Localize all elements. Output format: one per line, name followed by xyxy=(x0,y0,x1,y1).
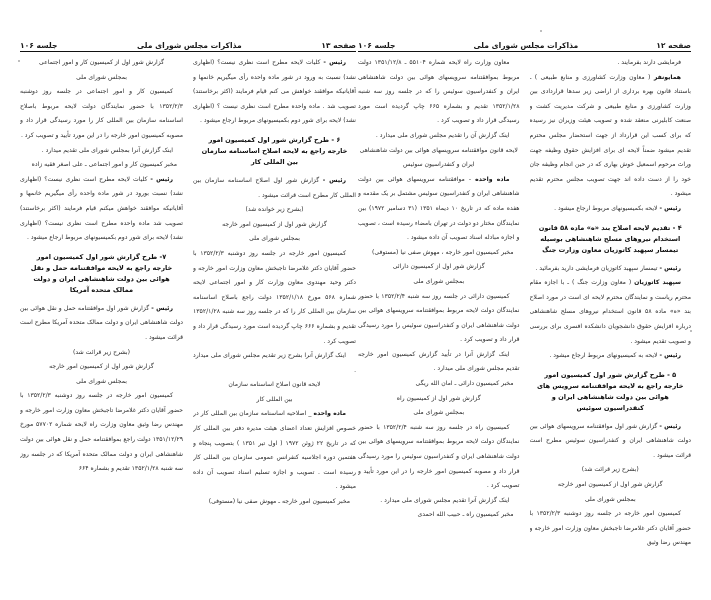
centered-line: (بشرح زیر قرائت شد) xyxy=(73,348,130,356)
speech-text: گزارش شور اول موافقتنامه حمل و نقل هوائی بین دولت شاهنشاهی ایران و دولت ممالک متحده آمریکا مطرح است قرائت میشود . xyxy=(20,304,183,341)
centered-line: بمجلس شورای ملی xyxy=(76,73,127,81)
rapporteur-signature: مخبر کمیسیون امور خارجه ، مهوش صفی نیا (مستوفی) xyxy=(372,248,514,256)
speaker-name: رئیس - xyxy=(659,264,681,272)
header-title: مذاکرات مجلس شورای ملی xyxy=(137,41,242,50)
scan-speck xyxy=(690,330,692,332)
body-paragraph: اینک گزارش آن را تقدیم مجلس شورای ملی میدارد . xyxy=(375,131,510,139)
speech-text: گزارش شور اول موافقتنامه سرویسهای هوائی بین دولت شاهنشاهی ایران و کنفدراسیون سوئیس مطرح است قرائت میشود . xyxy=(529,422,691,459)
speaker-name: سپهبد کاتوزیان xyxy=(634,279,682,287)
speech-paragraph xyxy=(530,71,692,202)
speech-text: تیمسار سپهبد کاتوزیان فرمایشی دارید بفرمائید . xyxy=(535,264,658,272)
rapporteur-signature: مخبر کمیسیون دارائی ـ امان الله ریگی xyxy=(415,380,514,388)
speaker-name: رئیس - xyxy=(322,176,346,184)
header-session: جلسه ۱۰۶ xyxy=(358,41,396,50)
centered-line: گزارش شور اول از کمیسیون راه xyxy=(396,394,481,402)
centered-line: لایحه قانون اصلاح اساسنامه سازمان xyxy=(228,381,321,389)
centered-line: بین المللی کار xyxy=(256,395,293,403)
speech-paragraph xyxy=(20,173,183,246)
body-paragraph: کمیسیون کار و امور اجتماعی در جلسه روز دوشنبه ۱۳۵۲/۲/۳ با حضور نمایندگان دولت لایحه مربوط باصلاح اساسنامه سازمان بین المللی کار را مورد رسیدگی قرار داد و مصوبه کمیسیون امور خارجه را در این مورد تأیید و تصویب کرد . xyxy=(20,88,183,139)
section-heading: ۷- طرح گزارش شور اول کمیسیون امور خارجه راجع به لایحه موافقتنامه حمل و نقل هوائی بین دولت شاهنشاهی ایران و دولت ممالک متحده آمریکا xyxy=(30,252,173,294)
speech-paragraph xyxy=(530,262,692,277)
header-page-number: صفحه ۱۳ xyxy=(321,41,356,50)
body-paragraph: فرمایشی دارند بفرمایند . xyxy=(617,59,681,66)
body-paragraph: کمیسیون راه در جلسه روز سه شنبه ۱۳۵۲/۲/۴ با حضور نمایندگان دولت لایحه مربوط بموافقتنامه سرویسهای هوائی بین دولت شاهنشاهی ایران و کنفدراسیون سوئیس را مورد رسیدگی قرار داد و مصوبه کمیسیون امور خارجه را در این مورد تأیید و تصویب کرد . xyxy=(358,423,520,490)
left-page-column-left xyxy=(20,56,183,600)
centered-line: گزارش شور اول از کمیسیون دارائی xyxy=(392,263,485,271)
speech-text: لایحه به کمیسیونهای مربوط ارجاع میشود . xyxy=(549,352,658,360)
body-paragraph: اینک گزارش آنرا در تأیید گزارش کمیسیون امور خارجه تقدیم مجلس شورای ملی میدارد . xyxy=(358,350,520,373)
header-page-number: صفحه ۱۲ xyxy=(656,41,691,50)
speech-text: ( معاون وزارت کشاورزی و منابع طبیعی ) ـ باستناد قانون بهره برداری از اراضی زیر سدها قراردادی بین وزارت کشاورزی و منابع طبیعی و شرکت مدیریت کشت و صنعت کابلیرنی منعقد شده و تصویب هیئت وزیران نیز رسیده که برای کسب این قرارداد از جهت استحضار مجلس محترم تقدیم میشود ضمناً لایحه ای برای افزایش حقوق وظیفه جهت وراث مرحوم اسمعیل خوش بهاری که در حین انجام وظیفه جان خود را از دست داده اند جهت تصویب مجلس محترم تقدیم میشود . xyxy=(529,73,691,198)
speech-text: - موافقتنامه سرویسهای هوائی بین دولت شاهنشاهی ایران و کنفدراسیون سوئیس مشتمل بر یک مقدمه و هفده ماده که در تاریخ ۱۰ دیماه ۱۳۵۱ (۳۱ دسامبر ۱۹۷۲) بین نمایندگان مختار دو دولت در تهران بامضاء رسیده است ، تصویب و اجازه مبادله اسناد تصویب آن داده میشود . xyxy=(358,175,520,242)
speech-paragraph xyxy=(193,174,356,203)
body-paragraph: کمیسیون امور خارجه در جلسه روز دوشنبه ۱۳۵۲/۲/۳ با حضور آقایان دکتر غلامرضا تاجبخش معاون وزارت امور خارجه و دکتر وحید مهندوی معاون وزارت کار و امور اجتماعی لایحه شماره ۵۶۸ مورخ ۱۳۵۲/۱/۱۸ دولت راجع باصلاح اساسنامه سازمان بین المللی کار را که در جلسه روز سه شنبه ۱۳۵۲/۱/۲۸ تقدیم و بشماره ۶۶۶ چاپ گردیده است مورد رسیدگی قرار داد و تصویب کرد . xyxy=(193,249,356,345)
centered-line: بمجلس شورای ملی xyxy=(413,409,465,417)
speech-text: گزارش شور اول اصلاح اساسنامه سازمان بین المللی کار مطرح است قرائت میشود . xyxy=(193,176,356,199)
body-paragraph: معاون وزارت راه لایحه شماره ۵۵۱۰۴ ـ ۱۳۵۱/۱۲/۸ دولت مربوط بموافقتنامه سرویسهای هوائی بین دولت شاهنشاهی ایران و کنفدراسیون سوئیس را که در جلسه روز سه شنبه ۱۳۵۲/۱/۲۸ تقدیم و بشماره ۶۶۵ چاپ گردیده است مورد رسیدگی قرار داد و تصویب کرد . xyxy=(358,59,520,125)
speaker-name: رئیس - xyxy=(151,304,173,312)
right-page-column-right xyxy=(530,56,692,600)
speaker-name: ماده واحده xyxy=(313,410,346,418)
speaker-name: ماده واحده xyxy=(475,175,510,183)
header-session: جلسه ۱۰۶ xyxy=(20,41,58,50)
speaker-name: رئیس - xyxy=(659,352,681,360)
centered-line: بمجلس شورای ملی xyxy=(413,277,465,285)
speaker-name: همایونفر xyxy=(653,73,682,81)
centered-line: لایحه قانون موافقتنامه سرویسهای هوائی بین دولت شاهنشاهی ایران و کنفدراسیون سوئیس xyxy=(359,146,518,169)
speech-paragraph xyxy=(530,276,692,349)
body-paragraph: کمیسیون امور خارجه در جلسه روز دوشنبه ۱۳۵۲/۲/۳ با حضور آقایان دکتر غلامرضا تاجبخش معاون وزارت امور خارجه و مهندس رضا وثیق معاون وزارت راه لایحه شماره ۵۷۷۰۲ مورخ ۱۳۵۱/۱۲/۲۹ دولت راجع بموافقتنامه حمل و نقل هوائی بین دولت شاهنشاهی ایران و دولت ممالک متحده آمریکا که در جلسه روز سه شنبه ۱۳۵۲/۱/۲۸ تقدیم و بشماره ۶۶۴ xyxy=(20,392,183,473)
speech-text: کلیات لایحه مطرح است نظری نیست؟ (اظهاری نشد) نسبت بورود در شور ماده واحده رأی میگیریم خانمها و آقایانیکه موافقند خواهش میکنم قیام فرمایند (اکثر برخاستند) تصویب شد ماده واحده مطرح است نظری نیست؟ (اظهاری نشد) لایحه برای شور دوم بکمیسیونهای مربوط ارجاع میشود . xyxy=(20,175,183,242)
speaker-name: رئیس - xyxy=(659,204,681,212)
body-paragraph: اینک گزارش آنرا تقدیم مجلس شورای ملی میدارد . xyxy=(380,496,510,504)
rapporteur-signature: مخبر کمیسیون کار و امور اجتماعی ـ علی اصغر فقیه زاده xyxy=(31,161,177,169)
section-heading: ۴ - تقدیم لایحه اصلاح بند «ه» ماده ۵۸ قانون استخدام نیروهای مسلح شاهنشاهی بوسیله تیمسار سپهبد کاتوزیان معاون وزارت جنگ xyxy=(538,223,682,254)
speech-paragraph xyxy=(530,420,692,464)
centered-line: گزارش شور اول از کمیسیون امور خارجه xyxy=(49,363,154,371)
body-paragraph: اینک گزارش آنرا بمجلس شورای ملی تقدیم میدارد . xyxy=(41,146,173,154)
right-page-header xyxy=(358,36,691,52)
speaker-name: رئیس - xyxy=(150,175,173,183)
rapporteur-signature: مخبر کمیسیون راه ـ حبیب الله احمدی xyxy=(417,511,514,519)
speaker-name: رئیس - xyxy=(323,59,346,66)
speech-text: ( معاون وزارت جنگ ) ـ با اجازه مقام محترم ریاست و نمایندگان محترم لایحه ای است در مورد اصلاح بند «ه» ماده ۵۸ قانون استخدام نیروهای مسلح شاهنشاهی درباره افزایش حقوق دانشجویان دانشکده افسری برای بررسی و تصویب تقدیم میشود . xyxy=(529,279,691,345)
speaker-name: رئیس - xyxy=(659,422,681,430)
centered-line: (بشرح زیر خوانده شد) xyxy=(245,206,304,214)
speech-paragraph xyxy=(193,56,356,129)
speech-text: لایحه بکمیسیونهای مربوط ارجاع میشود . xyxy=(554,204,658,212)
body-paragraph: کمیسیون دارائی در جلسه روز سه شنبه ۱۳۵۲/۲/۴ با حضور نمایندگان دولت لایحه مربوط بموافقتنامه سرویسهای هوائی بین دولت شاهنشاهی ایران و کنفدراسیون سوئیس را مورد رسیدگی قرار داد و تصویب کرد . xyxy=(358,292,520,344)
right-page-column-left xyxy=(358,56,520,600)
section-heading: ۶ - طرح گزارش شور اول کمیسیون امور خارجه راجع به لایحه اصلاح اساسنامه سازمان بین المللی کار xyxy=(201,135,348,166)
scan-speck xyxy=(18,60,20,62)
centered-line: گزارش شور اول از کمیسیون امور خارجه xyxy=(557,481,663,489)
centered-line: گزارش شور اول از کمیسیون کار و امور اجتماعی xyxy=(39,59,164,66)
body-paragraph: کمیسیون امور خارجه در جلسه روز دوشنبه ۱۳۵۲/۲/۳ با حضور آقایان دکتر غلامرضا تاجبخش معاون وزارت امور خارجه و مهندس رضا وثیق xyxy=(529,510,691,547)
speech-paragraph xyxy=(193,407,356,495)
centered-line: بمجلس شورای ملی xyxy=(584,495,636,503)
section-heading: ۵ - طرح گزارش شور اول کمیسیون امور خارجه راجع به لایحه موافقتنامه سرویس های هوائی بین دولت شاهنشاهی ایران و کنفدراسیون سوئیس xyxy=(536,370,684,412)
speech-text: کلیات لایحه مطرح است نظری نیست؟ (اظهاری نشد) نسبت به ورود در شور ماده واحده رأی میگیریم خانمها و آقایانیکه موافقند خواهش می کنم قیام فرمایند (اکثر برخاستند) تصویب شد . ماده واحده مطرح است نظری نیست ؟ (اظهاری نشد) لایحه برای شور دوم بکمیسیونهای مربوط ارجاع میشود . xyxy=(193,59,356,125)
centered-line: (بشرح زیر قرائت شد) xyxy=(581,466,639,474)
left-page xyxy=(20,0,356,600)
speech-paragraph xyxy=(530,349,692,364)
header-title: مذاکرات مجلس شورای ملی xyxy=(473,41,579,50)
body-paragraph: اینک گزارش آنرا بشرح زیر تقدیم مجلس شورای ملی میدارد . xyxy=(193,352,356,374)
left-page-column-right xyxy=(193,56,356,600)
right-page xyxy=(358,0,691,600)
centered-line: بمجلس شورای ملی xyxy=(76,377,127,385)
rapporteur-signature: مخبر کمیسیون امور خارجه ـ مهوش صفی نیا (مستوفی) xyxy=(208,498,350,506)
centered-line: بمجلس شورای ملی xyxy=(249,235,300,243)
speech-paragraph xyxy=(358,173,520,246)
scan-speck xyxy=(540,30,542,32)
speech-text: _ اصلاحیه اساسنامه سازمان بین المللی کار در خصوص افزایش تعداد اعضای هیئت مدیره دفتر بین المللی کار که در تاریخ ۲۲ ژوئن ۱۹۷۲ ( اول تیر ۱۳۵۱ ) بتصویب پنجاه و هفتمین دوره اجلاسیه کنفرانس عمومی سازمان بین المللی کار رسیده است . تصویب و اجازه تسلیم اسناد تصویب آن داده میشود . xyxy=(193,410,356,491)
speech-paragraph xyxy=(530,202,692,217)
speech-paragraph xyxy=(20,302,183,346)
centered-line: گزارش شور اول از کمیسیون امور خارجه xyxy=(222,220,327,228)
left-page-header xyxy=(20,36,356,52)
